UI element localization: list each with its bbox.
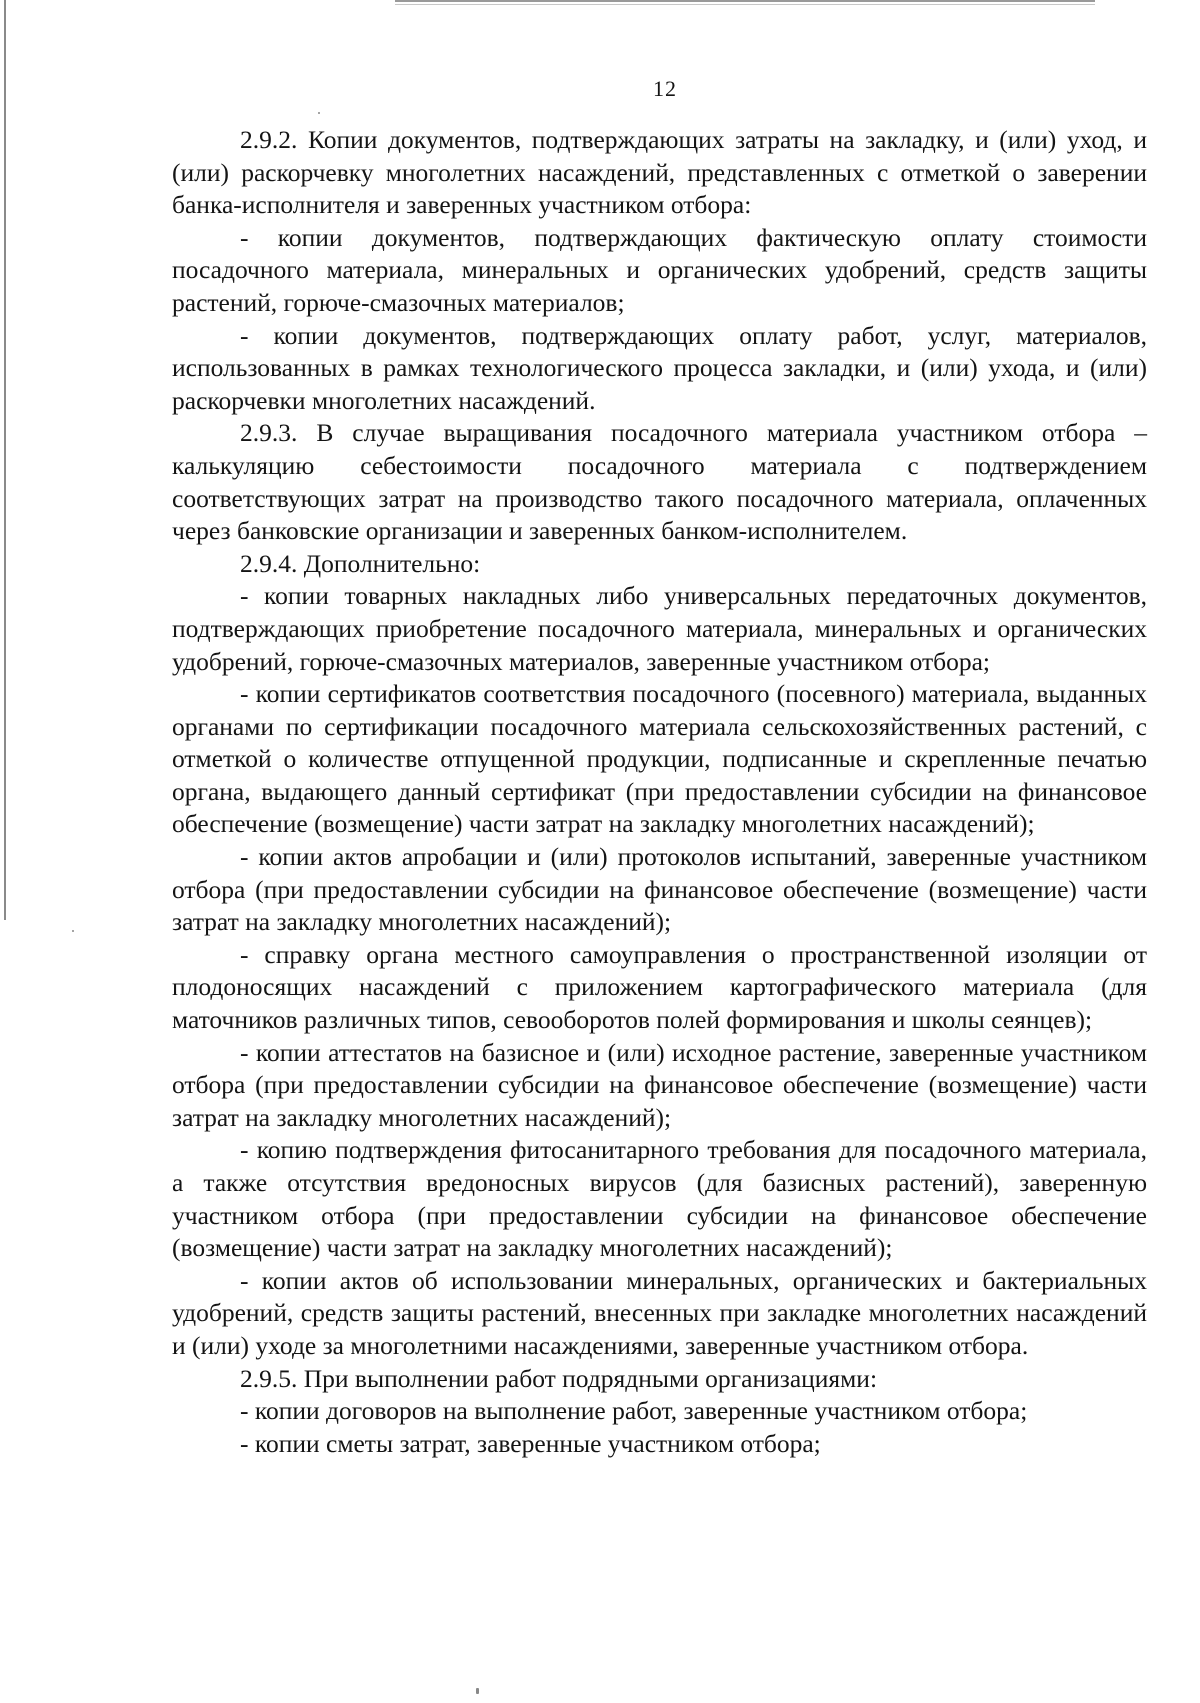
scan-speck (476, 1688, 479, 1694)
list-item: - копии актов апробации и (или) протоколов испытаний, заверенные участником отбора (при предоставлении субсидии на финансовое обеспечение (возмещение) части затрат на закладку многолетних насаждений); (172, 842, 1147, 937)
list-item: - копию подтверждения фитосанитарного требования для посадочного материала, а также отсутствия вредоносных вирусов (для базисных растений), заверенную участником отбора (при предоставлении субсидии на финансовое обеспечение (возмещение) части затрат на закладку многолетних насаждений); (172, 1135, 1147, 1263)
page-number: 12 (653, 76, 677, 101)
scan-edge-artifact (4, 0, 6, 920)
list-item: - копии договоров на выполнение работ, заверенные участником отбора; (240, 1396, 1028, 1426)
list-item: - копии сметы затрат, заверенные участником отбора; (240, 1428, 821, 1458)
list-item: - копии аттестатов на базисное и (или) исходное растение, заверенные участником отбора (при предоставлении субсидии на финансовое обеспечение (возмещение) части затрат на закладку многолетних насаждений); (172, 1037, 1147, 1132)
scan-edge-artifact (395, 4, 1095, 5)
paragraph-2-9-5: 2.9.5. При выполнении работ подрядными организациями: (240, 1363, 878, 1393)
list-item: - копии документов, подтверждающих оплату работ, услуг, материалов, использованных в рамках технологического процесса закладки, и (или) ухода, и (или) раскорчевки многолетних насаждений. (172, 320, 1147, 415)
paragraph-2-9-4: 2.9.4. Дополнительно: (240, 548, 481, 578)
list-item: - копии документов, подтверждающих фактическую оплату стоимости посадочного материала, минеральных и органических удобрений, средств защиты растений, горюче-смазочных материалов; (172, 222, 1147, 317)
scan-speck (318, 112, 320, 114)
document-body (172, 124, 1147, 1460)
paragraph-2-9-3: 2.9.3. В случае выращивания посадочного материала участником отбора – калькуляцию себестоимости посадочного материала с подтверждением соответствующих затрат на производство такого посадочного материала, оплаченных через банковские организации и заверенных банком-исполнителем. (172, 418, 1147, 546)
scan-edge-artifact (395, 0, 1095, 2)
paragraph-2-9-2: 2.9.2. Копии документов, подтверждающих затраты на закладку, и (или) уход, и (или) раскорчевку многолетних насаждений, представленных с отметкой о заверении банка-исполнителя и заверенных участником отбора: (172, 125, 1147, 220)
scan-speck (72, 930, 74, 932)
list-item: - копии сертификатов соответствия посадочного (посевного) материала, выданных органами по сертификации посадочного материала сельскохозяйственных растений, с отметкой о количестве отпущенной продукции, подписанные и скрепленные печатью органа, выдающего данный сертификат (при предоставлении субсидии на финансовое обеспечение (возмещение) части затрат на закладку многолетних насаждений); (172, 679, 1147, 839)
list-item: - копии актов об использовании минеральных, органических и бактериальных удобрений, средств защиты растений, внесенных при закладке многолетних насаждений и (или) уходе за многолетними насаждениями, заверенные участником отбора. (172, 1265, 1147, 1360)
list-item: - копии товарных накладных либо универсальных передаточных документов, подтверждающих приобретение посадочного материала, минеральных и органических удобрений, горюче-смазочных материалов, заверенные участником отбора; (172, 581, 1147, 676)
list-item: - справку органа местного самоуправления о пространственной изоляции от плодоносящих насаждений с приложением картографического материала (для маточников различных типов, севооборотов полей формирования и школы сеянцев); (172, 939, 1147, 1035)
